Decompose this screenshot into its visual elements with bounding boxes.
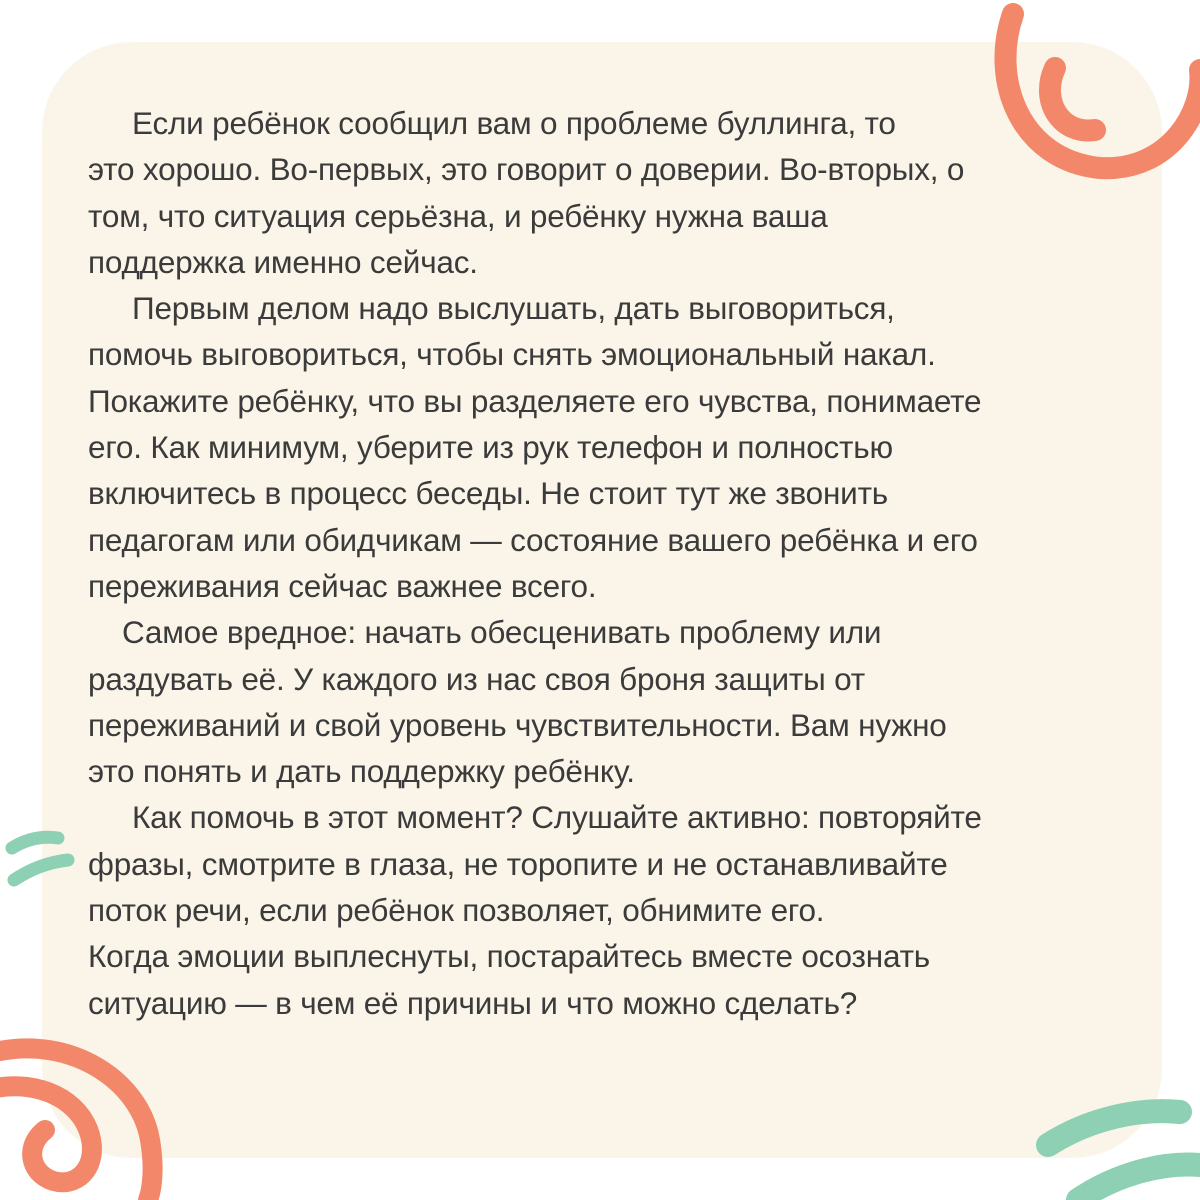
- article-text: [88, 100, 1118, 1026]
- text-line: включитесь в процесс беседы. Не стоит тут же звонить: [88, 475, 889, 512]
- text-line: Самое вредное: начать обесценивать проблему или: [122, 614, 882, 651]
- text-line: раздувать её. У каждого из нас своя броня защиты от: [88, 660, 865, 697]
- text-line: фразы, смотрите в глаза, не торопите и не останавливайте: [88, 845, 948, 882]
- text-line: педагогам или обидчикам — состояние вашего ребёнка и его: [88, 521, 978, 558]
- text-line: Покажите ребёнку, что вы разделяете его чувства, понимаете: [88, 382, 982, 419]
- text-line: Как помочь в этот момент? Слушайте активно: повторяйте: [132, 799, 982, 836]
- text-line: помочь выговориться, чтобы снять эмоциональный накал.: [88, 336, 936, 373]
- text-line: переживаний и свой уровень чувствительности. Вам нужно: [88, 706, 947, 743]
- text-line: поддержка именно сейчас.: [88, 243, 478, 280]
- text-line: это хорошо. Во-первых, это говорит о доверии. Во-вторых, о: [88, 151, 965, 188]
- text-line: это понять и дать поддержку ребёнку.: [88, 753, 635, 790]
- text-line: ситуацию — в чем её причины и что можно сделать?: [88, 984, 858, 1021]
- text-line: переживания сейчас важнее всего.: [88, 567, 597, 604]
- text-line: поток речи, если ребёнок позволяет, обнимите его.: [88, 892, 825, 929]
- text-line: Если ребёнок сообщил вам о проблеме буллинга, то: [132, 105, 896, 141]
- text-line: том, что ситуация серьёзна, и ребёнку нужна ваша: [88, 197, 828, 234]
- text-line: его. Как минимум, уберите из рук телефон и полностью: [88, 429, 893, 466]
- text-line: Первым делом надо выслушать, дать выговориться,: [132, 290, 895, 327]
- text-line: Когда эмоции выплеснуты, постарайтесь вместе осознать: [88, 938, 931, 975]
